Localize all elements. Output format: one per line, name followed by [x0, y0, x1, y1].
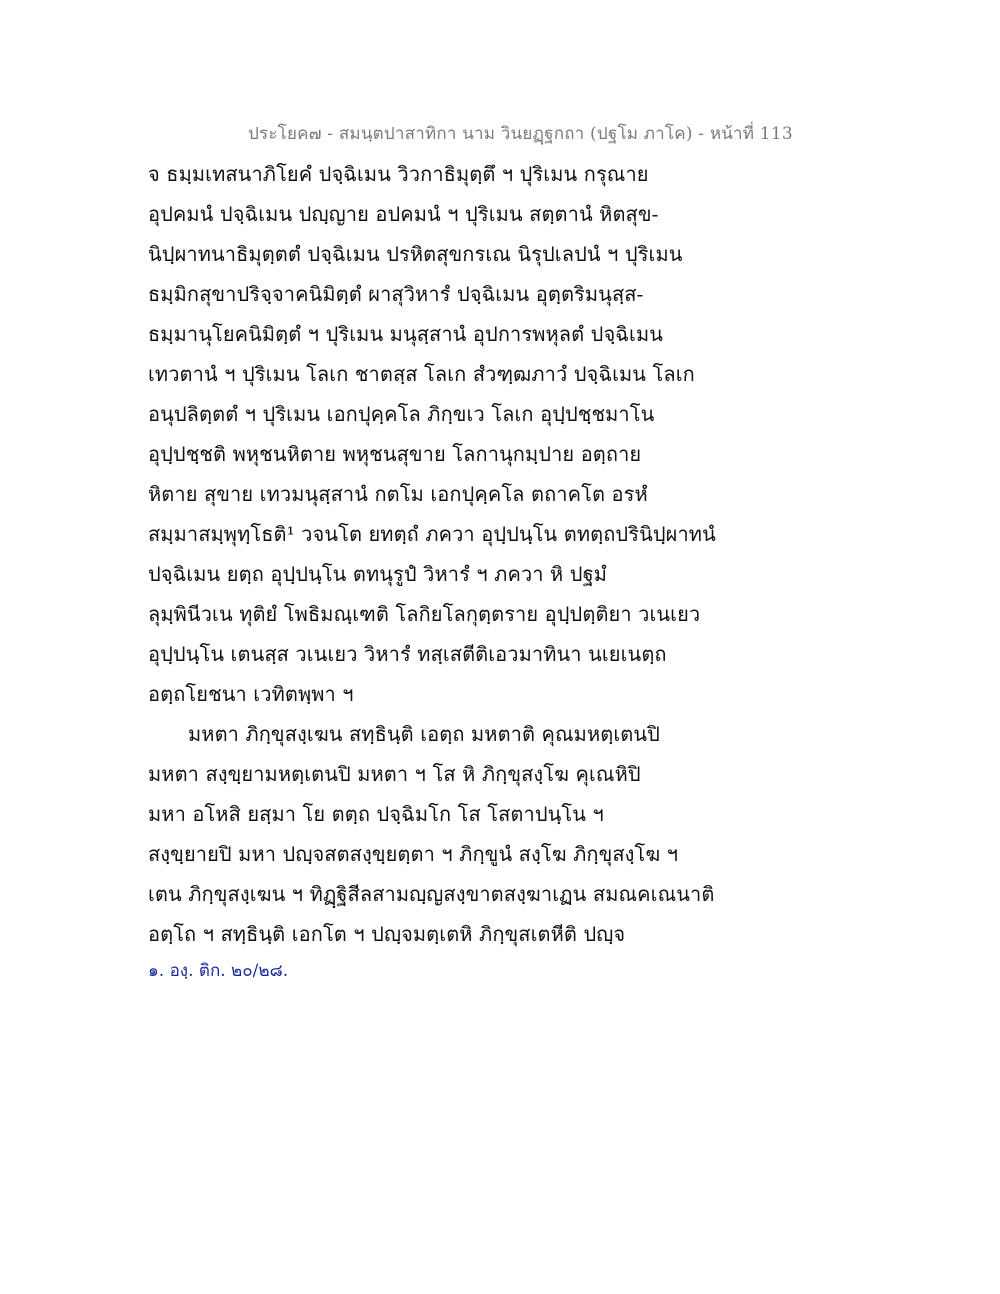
text-line: เตน ภิกฺขุสงฺเฆน ฯ ทิฏฺฐิสีลสามญฺญสงฺขาตสงฺฆาเฏน สมณคเณนาติ — [148, 882, 715, 906]
text-line: จ ธมฺมเทสนาภิโยคํ ปจฺฉิเมน วิวกาธิมุตฺตึ ฯ ปุริเมน กรุณาย — [148, 162, 649, 186]
text-line: หิตาย สุขาย เทวมนุสฺสานํ กตโม เอกปุคฺคโล ตถาคโต อรหํ — [148, 482, 648, 506]
text-line: สงฺขฺยายปิ มหา ปญฺจสตสงฺขฺยตฺตา ฯ ภิกฺขูนํ สงฺโฆ ภิกฺขุสงฺโฆ ฯ — [148, 842, 679, 866]
text-line: ธมฺมิกสุขาปริจฺจาคนิมิตฺตํ ผาสุวิหารํ ปจฺฉิเมน อุตฺตริมนุสฺส- — [148, 282, 644, 306]
text-line: ปจฺฉิเมน ยตฺถ อุปฺปนฺโน ตทนุรูปํ วิหารํ ฯ ภควา หิ ปฐมํ — [148, 562, 608, 586]
text-line: อุปคมนํ ปจฺฉิเมน ปญฺญาย อปคมนํ ฯ ปุริเมน สตฺตานํ หิตสุข- — [148, 202, 659, 226]
text-line: มหตา สงฺขฺยามหตฺเตนปิ มหตา ฯ โส หิ ภิกฺขุสงฺโฆ คุเณหิปิ — [148, 762, 641, 786]
text-line: มหตา ภิกฺขุสงฺเฆน สทฺธินฺติ เอตฺถ มหตาติ คุณมหตฺเตนปิ — [188, 722, 660, 746]
text-line: สมฺมาสมฺพุทฺโธติ¹ วจนโต ยทตฺถํ ภควา อุปฺปนฺโน ตทตฺถปรินิปฺผาทนํ — [148, 522, 716, 546]
text-line: ธมฺมานุโยคนิมิตฺตํ ฯ ปุริเมน มนุสฺสานํ อุปการพหุลตํ ปจฺฉิเมน — [148, 322, 663, 346]
page-header: ประโยค๗ - สมนฺตปาสาทิกา นาม วินยฏฺฐกถา (ปฐโม ภาโค) - หน้าที่ 113 — [248, 124, 793, 144]
footnote: ๑. องฺ. ติก. ๒๐/๒๘. — [148, 961, 289, 981]
text-line: มหา อโหสิ ยสฺมา โย ตตฺถ ปจฺฉิมโก โส โสตาปนฺโน ฯ — [148, 802, 604, 826]
text-line: อตฺถโยชนา เวทิตพฺพา ฯ — [148, 682, 354, 706]
text-line: เทวตานํ ฯ ปุริเมน โลเก ชาตสฺส โลเก สํวฑฺฒภาวํ ปจฺฉิเมน โลเก — [148, 362, 695, 386]
paragraph-1 — [148, 154, 748, 714]
text-line: อุปฺปนฺโน เตนสฺส วเนเยว วิหารํ ทสฺเสตีติเอวมาทินา นเยเนตฺถ — [148, 642, 667, 666]
text-line: นิปฺผาทนาธิมุตฺตตํ ปจฺฉิเมน ปรหิตสุขกรเณ นิรุปเลปนํ ฯ ปุริเมน — [148, 242, 683, 266]
text-line: ลุมฺพินีวเน ทุติยํ โพธิมณฺเฑติ โลกิยโลกุตฺตราย อุปฺปตฺติยา วเนเยว — [148, 602, 701, 626]
text-line: อนุปลิตฺตตํ ฯ ปุริเมน เอกปุคฺคโล ภิกฺขเว โลเก อุปฺปชฺชมาโน — [148, 402, 655, 426]
text-line: อตฺโถ ฯ สทฺธินฺติ เอกโต ฯ ปญฺจมตฺเตหิ ภิกฺขุสเตหีติ ปญฺจ — [148, 922, 626, 946]
paragraph-2 — [148, 714, 748, 954]
text-line: อุปฺปชฺชติ พหุชนหิตาย พหุชนสุขาย โลกานุกมฺปาย อตฺถาย — [148, 442, 642, 466]
body-text — [148, 154, 748, 954]
